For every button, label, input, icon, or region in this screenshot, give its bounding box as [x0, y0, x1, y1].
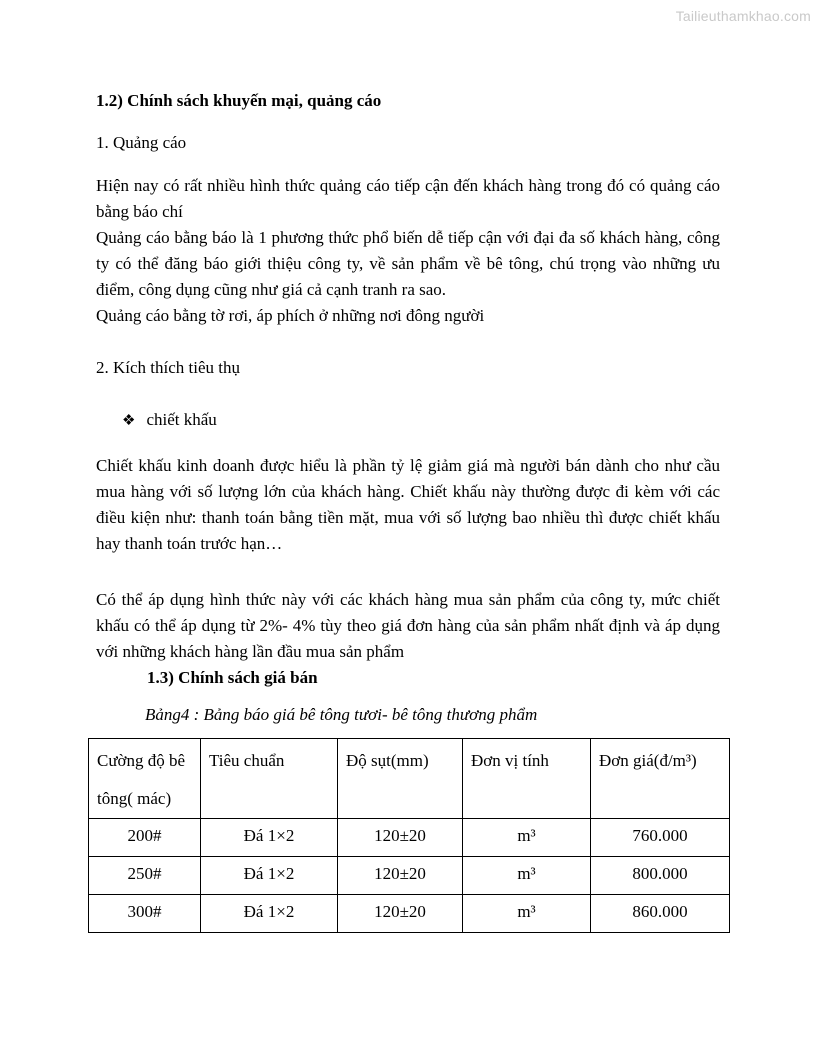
cell-slump: 120±20 — [338, 819, 463, 857]
paragraph-discount-application: Có thể áp dụng hình thức này với các khách hàng mua sản phẩm của công ty, mức chiết khấu có thể áp dụng từ 2%- 4% tùy theo giá đơn hàng của sản phẩm nhất định và áp dụng với những khách hàng lần đầu mua sản phẩm — [96, 590, 720, 661]
paragraph-discount-definition: Chiết khấu kinh doanh được hiểu là phần tỷ lệ giảm giá mà người bán dành cho như cầu mua hàng với số lượng lớn của khách hàng. Chiết khấu này thường được đi kèm với các điều kiện như: thanh toán bằng tiền mặt, mua với số lượng bao nhiều thì được chiết khấu hay thanh toán trước hạn… — [96, 456, 720, 553]
list-item-advertising: 1. Quảng cáo — [96, 133, 187, 152]
heading-pricing-policy: 1.3) Chính sách giá bán — [147, 668, 318, 687]
cell-strength: 300# — [89, 895, 201, 933]
cell-slump: 120±20 — [338, 895, 463, 933]
column-header-strength: Cường độ bê tông( mác) — [89, 739, 201, 819]
cell-unit-price: 800.000 — [591, 857, 730, 895]
table-row — [89, 895, 730, 933]
table-row — [89, 857, 730, 895]
bullet-item-discount — [96, 407, 720, 434]
paragraph-newspaper-advertising: Quảng cáo bằng báo là 1 phương thức phổ biến dễ tiếp cận với đại đa số khách hàng, công ty có thể đăng báo giới thiệu công ty, về sản phẩm về bê tông, chú trọng vào những ưu điểm, công dụng cũng như giá cả cạnh tranh ra sao. — [96, 228, 720, 299]
paragraph-advertising-intro: Hiện nay có rất nhiều hình thức quảng cáo tiếp cận đến khách hàng trong đó có quảng cáo bằng báo chí — [96, 176, 720, 221]
paragraph-flyer-advertising: Quảng cáo bằng tờ rơi, áp phích ở những nơi đông người — [96, 306, 485, 325]
heading-promotion-policy: 1.2) Chính sách khuyến mại, quảng cáo — [96, 91, 382, 110]
cell-unit: m³ — [463, 819, 591, 857]
column-header-unit: Đơn vị tính — [463, 739, 591, 819]
cell-standard: Đá 1×2 — [201, 819, 338, 857]
table-row — [89, 819, 730, 857]
cell-unit-price: 760.000 — [591, 819, 730, 857]
table-header-row — [89, 739, 730, 819]
table-caption: Bảng4 : Bảng báo giá bê tông tươi- bê tông thương phẩm — [145, 705, 538, 724]
cell-slump: 120±20 — [338, 857, 463, 895]
cell-unit-price: 860.000 — [591, 895, 730, 933]
column-header-standard: Tiêu chuẩn — [201, 739, 338, 819]
bullet-item-label: chiết khấu — [146, 410, 217, 429]
cell-unit: m³ — [463, 895, 591, 933]
column-header-slump: Độ sụt(mm) — [338, 739, 463, 819]
concrete-price-table — [88, 738, 730, 933]
cell-standard: Đá 1×2 — [201, 895, 338, 933]
column-header-unit-price: Đơn giá(đ/m³) — [591, 739, 730, 819]
cell-strength: 250# — [89, 857, 201, 895]
list-item-sales-stimulation: 2. Kích thích tiêu thụ — [96, 358, 241, 377]
diamond-bullet-icon: ❖ — [122, 413, 136, 429]
cell-unit: m³ — [463, 857, 591, 895]
cell-standard: Đá 1×2 — [201, 857, 338, 895]
watermark-text: Tailieuthamkhao.com — [675, 8, 811, 24]
cell-strength: 200# — [89, 819, 201, 857]
